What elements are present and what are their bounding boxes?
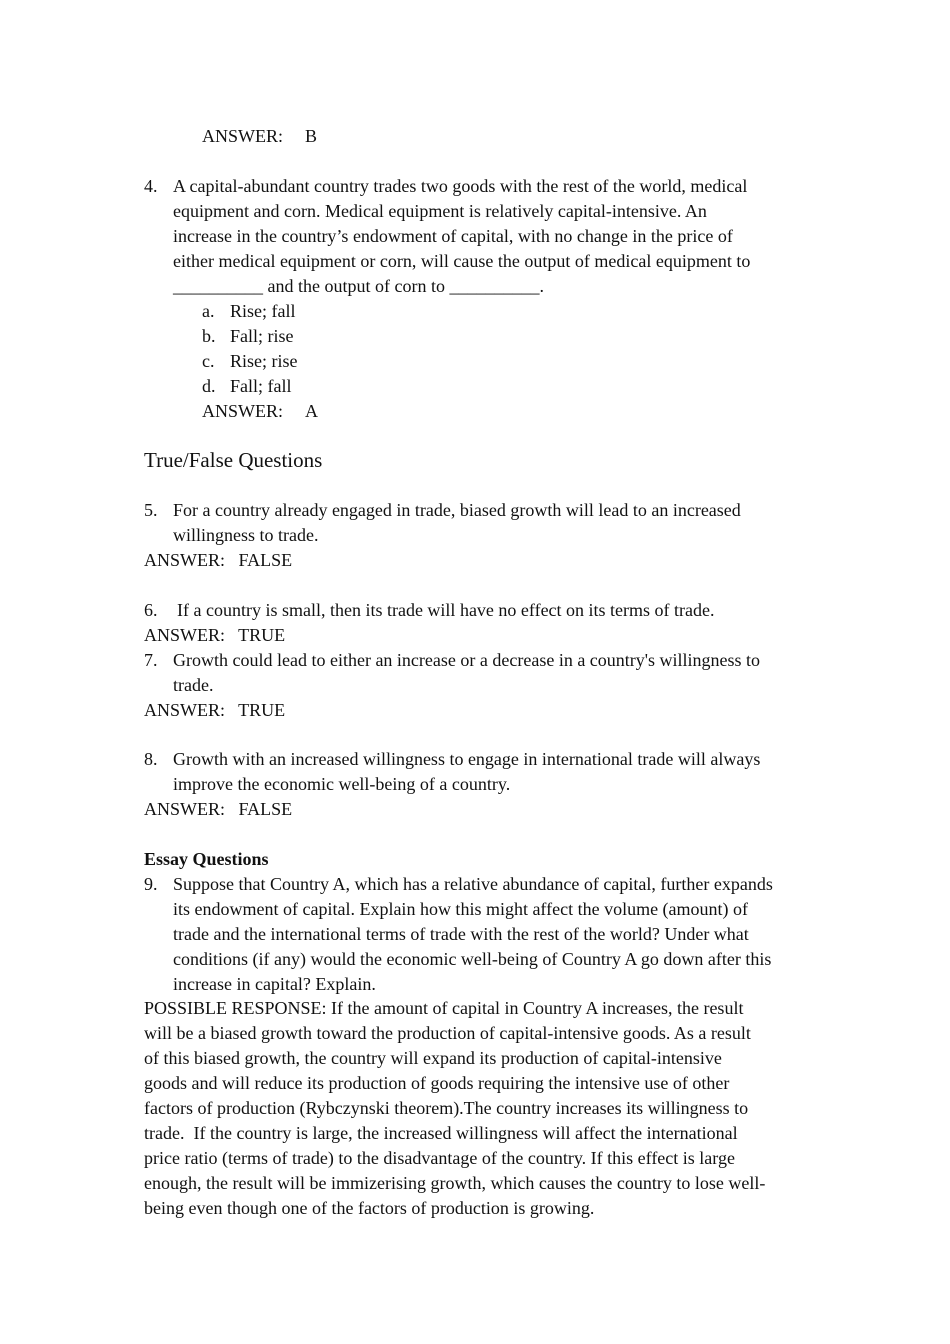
question-text-line: either medical equipment or corn, will cause the output of medical equipment to	[173, 251, 751, 271]
option-letter: d.	[202, 376, 216, 396]
q6-answer: ANSWER: TRUE	[144, 625, 286, 645]
answer-value: A	[305, 401, 318, 421]
q4-answer	[202, 399, 318, 424]
response-line: factors of production (Rybczynski theorem).The country increases its willingness to	[144, 1098, 749, 1118]
response-line: goods and will reduce its production of goods requiring the intensive use of other	[144, 1073, 730, 1093]
response-line: POSSIBLE RESPONSE: If the amount of capital in Country A increases, the result	[144, 998, 744, 1018]
q8-answer: ANSWER: FALSE	[144, 799, 293, 819]
answer-label: ANSWER:	[202, 401, 283, 421]
question-text-line: equipment and corn. Medical equipment is relatively capital-intensive. An	[173, 201, 707, 221]
q5-answer: ANSWER: FALSE	[144, 550, 293, 570]
response-line: will be a biased growth toward the production of capital-intensive goods. As a result	[144, 1023, 751, 1043]
question-text-line: increase in the country’s endowment of capital, with no change in the price of	[173, 226, 733, 246]
answer-label: ANSWER:	[202, 126, 283, 146]
option-letter: b.	[202, 326, 216, 346]
question-number: 9.	[144, 874, 158, 894]
response-line: of this biased growth, the country will expand its production of capital-intensive	[144, 1048, 722, 1068]
response-line: enough, the result will be immizerising growth, which causes the country to lose well-	[144, 1173, 766, 1193]
question-text-line: trade.	[173, 675, 214, 695]
true-false-heading: True/False Questions	[144, 448, 323, 472]
response-line: price ratio (terms of trade) to the disadvantage of the country. If this effect is large	[144, 1148, 735, 1168]
option-text: Fall; rise	[230, 326, 294, 346]
question-text-line: conditions (if any) would the economic well-being of Country A go down after this	[173, 949, 772, 969]
option-letter: a.	[202, 301, 215, 321]
question-text-line: For a country already engaged in trade, biased growth will lead to an increased	[173, 500, 741, 520]
response-line: trade. If the country is large, the increased willingness will affect the international	[144, 1123, 738, 1143]
answer-value: B	[305, 126, 318, 146]
option-text: Fall; fall	[230, 376, 292, 396]
question-number: 4.	[144, 176, 158, 196]
question-text-line: If a country is small, then its trade will have no effect on its terms of trade.	[177, 600, 715, 620]
question-text-line: improve the economic well-being of a country.	[173, 774, 511, 794]
question-number: 6.	[144, 600, 158, 620]
question-number: 7.	[144, 650, 158, 670]
question-number: 5.	[144, 500, 158, 520]
question-text-line: its endowment of capital. Explain how this might affect the volume (amount) of	[173, 899, 749, 919]
question-text-line: trade and the international terms of trade with the rest of the world? Under what	[173, 924, 749, 944]
response-line: being even though one of the factors of production is growing.	[144, 1198, 595, 1218]
q3-answer	[202, 124, 317, 149]
essay-heading: Essay Questions	[144, 849, 269, 869]
question-text-line: __________ and the output of corn to __________.	[173, 276, 544, 296]
question-text-line: Growth could lead to either an increase or a decrease in a country's willingness to	[173, 650, 761, 670]
question-text-line: increase in capital? Explain.	[173, 974, 376, 994]
option-letter: c.	[202, 351, 215, 371]
question-text-line: A capital-abundant country trades two goods with the rest of the world, medical	[173, 176, 748, 196]
question-number: 8.	[144, 749, 158, 769]
question-text-line: Suppose that Country A, which has a relative abundance of capital, further expands	[173, 874, 773, 894]
question-text-line: Growth with an increased willingness to engage in international trade will always	[173, 749, 761, 769]
option-text: Rise; rise	[230, 351, 298, 371]
option-text: Rise; fall	[230, 301, 296, 321]
q7-answer: ANSWER: TRUE	[144, 700, 286, 720]
question-text-line: willingness to trade.	[173, 525, 319, 545]
